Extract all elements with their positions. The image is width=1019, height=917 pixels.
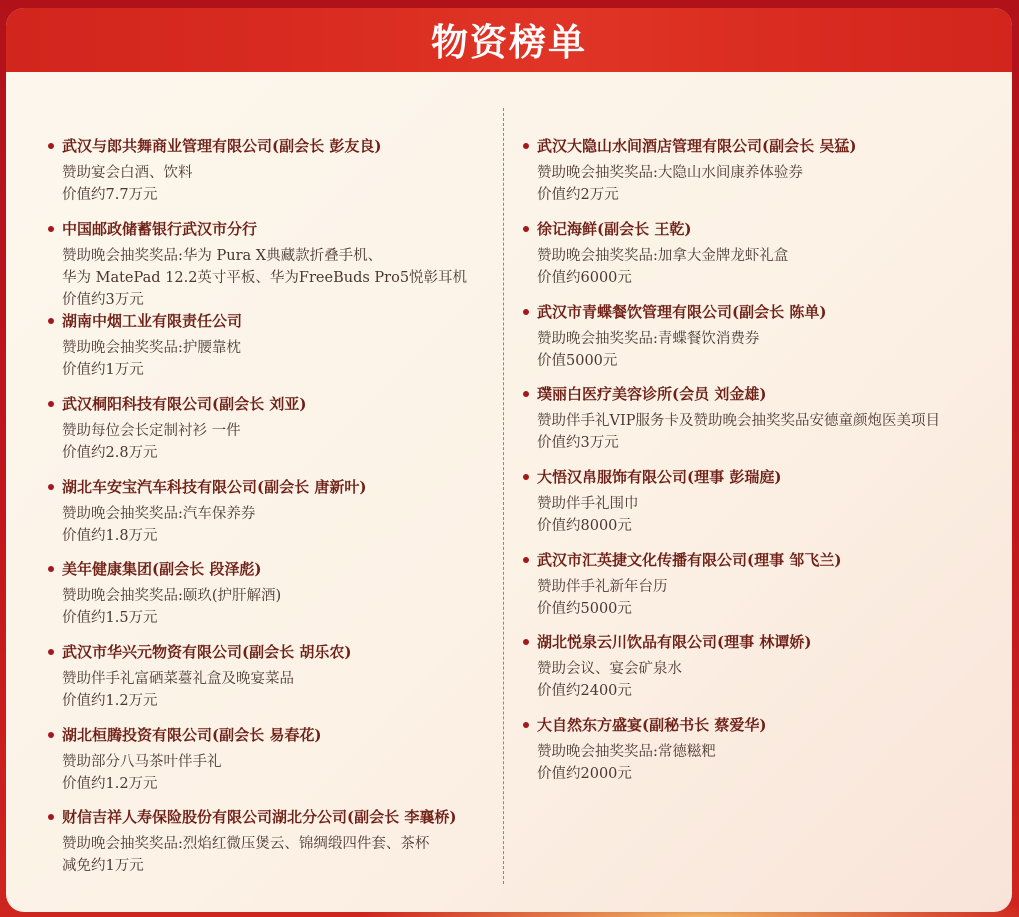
bullet-icon [48, 649, 54, 655]
sponsor-name: 美年健康集团(副会长 段泽彪) [62, 560, 262, 578]
sponsor-detail-line: 赞助会议、宴会矿泉水 [537, 661, 682, 677]
sponsor-name: 财信吉祥人寿保险股份有限公司湖北分公司(副会长 李襄桥) [62, 808, 457, 826]
sponsor-entry [48, 725, 321, 795]
sponsor-detail-line: 赞助晚会抽奖奖品:青蝶餐饮消费券 [537, 331, 760, 347]
bullet-icon [48, 318, 54, 324]
sponsor-entry [48, 807, 456, 877]
sponsor-detail-line: 赞助晚会抽奖奖品:大隐山水间康养体验券 [537, 165, 803, 181]
sponsor-entry [523, 467, 781, 537]
sponsor-name: 武汉大隐山水间酒店管理有限公司(副会长 吴猛) [537, 137, 857, 155]
sponsor-name: 大悟汉帛服饰有限公司(理事 彭瑞庭) [537, 468, 782, 486]
sponsor-detail-line: 赞助伴手礼VIP服务卡及赞助晚会抽奖奖品安德童颜炮医美项目 [537, 413, 940, 429]
sponsor-detail-line: 赞助晚会抽奖奖品:护腰靠枕 [62, 340, 241, 356]
sponsor-entry [523, 136, 856, 206]
sponsor-value-line: 价值约2400元 [537, 683, 632, 699]
sponsor-detail-line: 华为 MatePad 12.2英寸平板、华为FreeBuds Pro5悦彰耳机 [62, 270, 468, 286]
bullet-icon [523, 309, 529, 315]
sponsor-name: 武汉市华兴元物资有限公司(副会长 胡乐农) [62, 643, 352, 661]
bullet-icon [48, 143, 54, 149]
sponsor-value-line: 价值约3万元 [537, 435, 619, 451]
sponsor-detail-line: 赞助晚会抽奖奖品:加拿大金牌龙虾礼盒 [537, 248, 789, 264]
sponsor-entry [48, 477, 366, 547]
sponsor-name: 湖南中烟工业有限责任公司 [62, 312, 243, 330]
bullet-icon [523, 226, 529, 232]
sponsor-value-line: 价值约2000元 [537, 766, 632, 782]
sponsor-detail-line: 赞助伴手礼围巾 [537, 496, 639, 512]
sponsor-value-line: 价值约1万元 [62, 362, 144, 378]
sponsor-detail-line: 赞助部分八马茶叶伴手礼 [62, 754, 222, 770]
sponsor-value-line: 价值约6000元 [537, 270, 632, 286]
bullet-icon [523, 557, 529, 563]
bullet-icon [48, 566, 54, 572]
bullet-icon [523, 639, 529, 645]
sponsor-entry [48, 219, 467, 311]
sponsor-detail-line: 赞助伴手礼新年台历 [537, 579, 668, 595]
sponsor-name: 大自然东方盛宴(副秘书长 蔡爱华) [537, 716, 767, 734]
page-title: 物资榜单 [431, 20, 587, 64]
bullet-icon [523, 143, 529, 149]
sponsor-name: 武汉与郎共舞商业管理有限公司(副会长 彭友良) [62, 137, 382, 155]
sponsor-detail-line: 赞助晚会抽奖奖品:颐玖(护肝解酒) [62, 588, 282, 604]
sponsor-detail-line: 赞助晚会抽奖奖品:汽车保养券 [62, 506, 256, 522]
sponsor-name: 徐记海鲜(副会长 王乾) [537, 220, 692, 238]
sponsor-detail-line: 赞助伴手礼富硒菜薹礼盒及晚宴菜品 [62, 671, 294, 687]
sponsor-name: 武汉市青蝶餐饮管理有限公司(副会长 陈单) [537, 303, 827, 321]
sponsor-value-line: 价值约2万元 [537, 187, 619, 203]
sponsor-name: 湖北车安宝汽车科技有限公司(副会长 唐新叶) [62, 478, 367, 496]
bullet-icon [48, 401, 54, 407]
sponsor-value-line: 价值5000元 [537, 353, 618, 369]
sponsor-entry [48, 642, 351, 712]
sponsor-value-line: 价值约3万元 [62, 292, 144, 308]
sponsor-entry [48, 311, 242, 381]
bullet-icon [48, 484, 54, 490]
sponsor-name: 武汉桐阳科技有限公司(副会长 刘亚) [62, 395, 307, 413]
bullet-icon [523, 474, 529, 480]
bullet-icon [523, 722, 529, 728]
sponsor-name: 湖北悦泉云川饮品有限公司(理事 林谭娇) [537, 633, 812, 651]
sponsor-name: 璞丽白医疗美容诊所(会员 刘金雄) [537, 385, 767, 403]
bullet-icon [523, 391, 529, 397]
sponsor-entry [523, 715, 766, 785]
sponsor-entry [523, 219, 788, 289]
sponsor-value-line: 价值约8000元 [537, 518, 632, 534]
bullet-icon [48, 732, 54, 738]
sponsor-detail-line: 赞助每位会长定制衬衫 一件 [62, 423, 241, 439]
sponsor-entry [523, 384, 940, 454]
sponsor-name: 湖北桓腾投资有限公司(副会长 易春花) [62, 726, 322, 744]
sponsor-entry [523, 550, 841, 620]
sponsor-value-line: 价值约1.8万元 [62, 528, 158, 544]
sponsor-entry [523, 302, 826, 372]
bullet-icon [48, 226, 54, 232]
sponsor-detail-line: 赞助晚会抽奖奖品:华为 Pura X典藏款折叠手机、 [62, 248, 383, 264]
sponsor-entry [48, 394, 306, 464]
sponsor-name: 武汉市汇英捷文化传播有限公司(理事 邹飞兰) [537, 551, 842, 569]
sponsor-value-line: 价值约5000元 [537, 601, 632, 617]
sponsor-name: 中国邮政储蓄银行武汉市分行 [62, 220, 258, 238]
sponsor-entry [48, 559, 281, 629]
sponsor-detail-line: 赞助晚会抽奖奖品:烈焰红微压煲云、锦绸缎四件套、茶杯 [62, 836, 430, 852]
column-divider [503, 108, 504, 884]
sponsor-value-line: 价值约7.7万元 [62, 187, 158, 203]
sponsor-entry [523, 632, 811, 702]
sponsor-value-line: 减免约1万元 [62, 858, 144, 874]
list-panel [6, 8, 1012, 912]
sponsor-value-line: 价值约2.8万元 [62, 445, 158, 461]
sponsor-value-line: 价值约1.2万元 [62, 693, 158, 709]
sponsor-value-line: 价值约1.2万元 [62, 776, 158, 792]
bullet-icon [48, 814, 54, 820]
sponsor-detail-line: 赞助宴会白酒、饮料 [62, 165, 193, 181]
sponsor-entry [48, 136, 381, 206]
sponsor-detail-line: 赞助晚会抽奖奖品:常德糍粑 [537, 744, 716, 760]
sponsor-value-line: 价值约1.5万元 [62, 610, 158, 626]
